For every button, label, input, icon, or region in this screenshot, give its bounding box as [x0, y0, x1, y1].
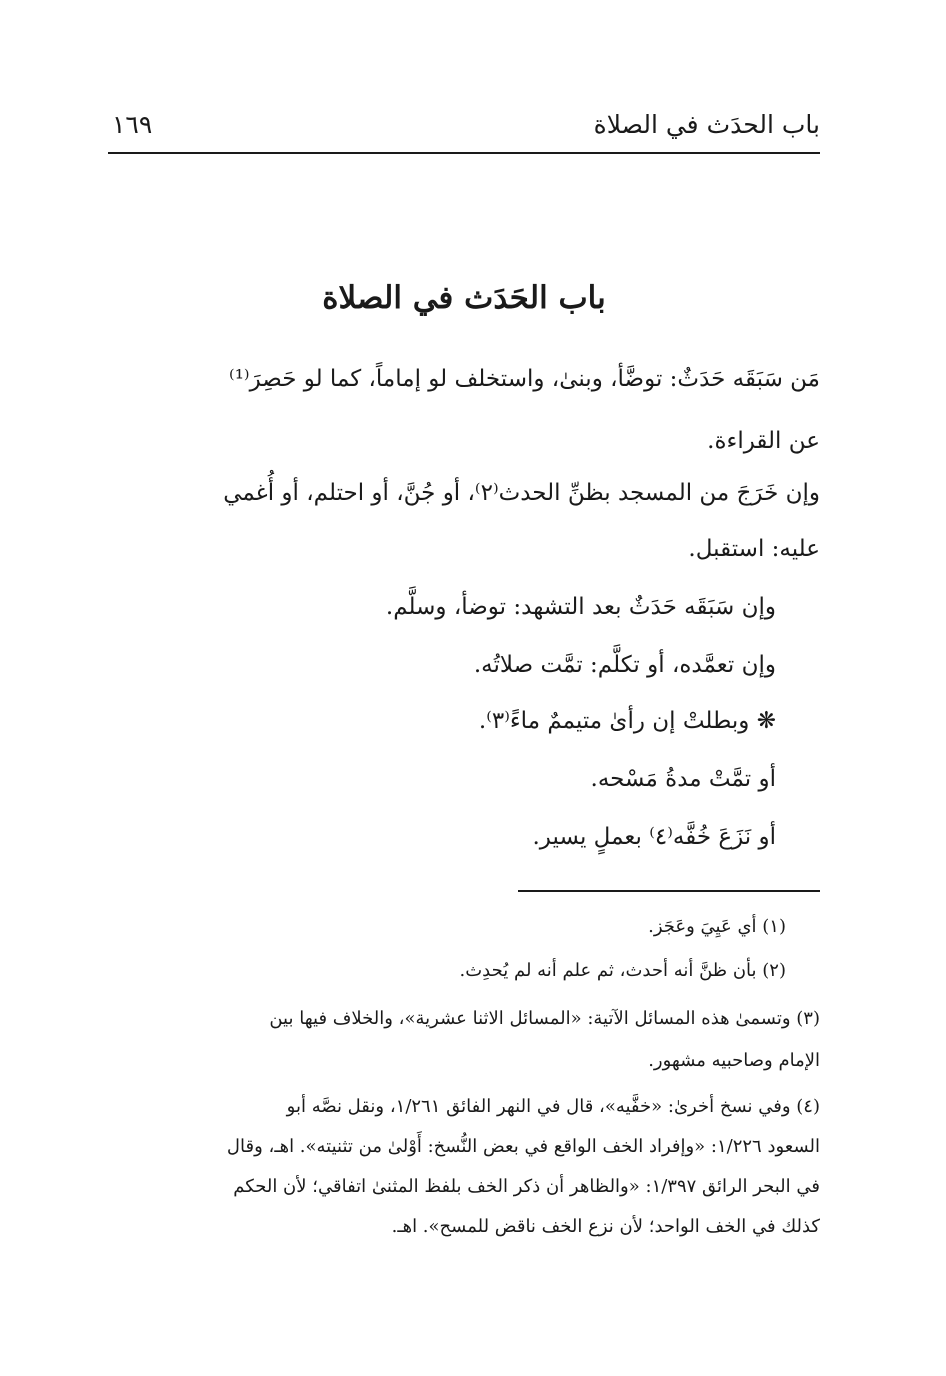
paragraph-line: أو تمَّتْ مدةُ مَسْحه.	[590, 766, 776, 792]
chapter-title: باب الحَدَث في الصلاة	[322, 280, 606, 316]
paragraph-line: مَن سَبَقَه حَدَثٌ: توضَّأ، وبنىٰ، واستخلف لو إماماً، كما لو حَصِرَ⁽¹⁾	[229, 366, 820, 392]
paragraph-line: ❋ وبطلتْ إن رأىٰ متيممٌ ماءً⁽٣⁾.	[478, 708, 776, 734]
page-number: ١٦٩	[112, 110, 153, 139]
footnote-line: (٣) وتسمىٰ هذه المسائل الآتية: «المسائل الاثنا عشرية»، والخلاف فيها بين	[269, 1008, 820, 1029]
footnote-line: الإمام وصاحبيه مشهور.	[648, 1050, 820, 1071]
footnote-line: كذلك في الخف الواحد؛ لأن نزع الخف ناقض للمسح». اهـ.	[391, 1216, 820, 1237]
paragraph-line: أو نَزَعَ خُفَّه⁽٤⁾ بعملٍ يسير.	[532, 824, 776, 850]
paragraph-line: عن القراءة.	[707, 428, 820, 454]
footnote-line: السعود ١/٢٢٦: «وإفراد الخف الواقع في بعض النُّسخ: أَوْلىٰ من تثنيته». اهـ، وقال	[226, 1136, 820, 1157]
footnote-line: في البحر الرائق ١/٣٩٧: «والظاهر أن ذكر الخف بلفظ المثنىٰ اتفاقي؛ لأن الحكم	[233, 1176, 820, 1197]
paragraph-line: عليه: استقبل.	[688, 536, 820, 562]
footnote-separator	[518, 890, 820, 892]
paragraph-line: وإن سَبَقَه حَدَثٌ بعد التشهد: توضأ، وسلَّم.	[385, 594, 776, 620]
paragraph-line: وإن تعمَّده، أو تكلَّم: تمَّت صلاتُه.	[473, 652, 776, 678]
footnote-line: (٢) بأن ظنَّ أنه أحدث، ثم علم أنه لم يُحدِث.	[459, 960, 786, 981]
footnote-line: (٤) وفي نسخ أخرىٰ: «خفَّيه»، قال في النهر الفائق ١/٢٦١، ونقل نصَّه أبو	[286, 1096, 820, 1117]
paragraph-line: وإن خَرَجَ من المسجد بظنِّ الحدث⁽٢⁾، أو جُنَّ، أو احتلم، أو أُغمي	[223, 480, 820, 506]
running-header	[108, 108, 820, 154]
header-title: باب الحدَث في الصلاة	[593, 110, 820, 139]
footnote-line: (١) أي عَيِيَ وعَجَز.	[648, 916, 786, 937]
